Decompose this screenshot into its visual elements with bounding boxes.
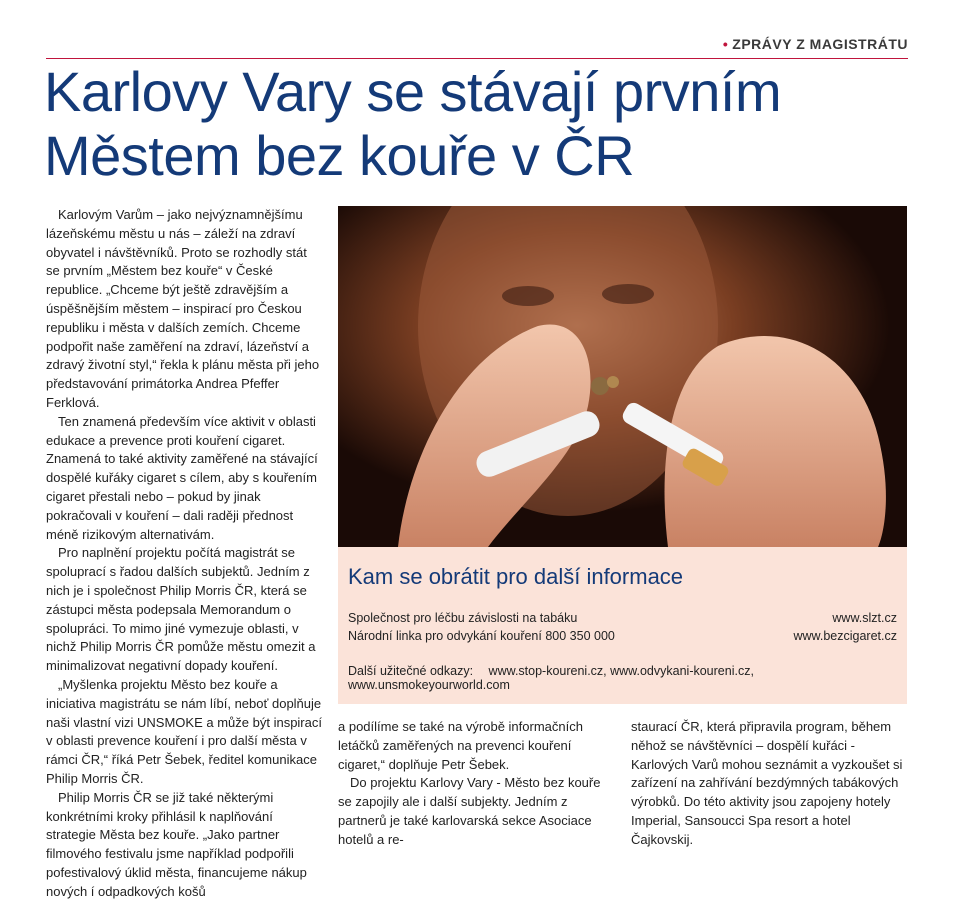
useful-links[interactable]: www.stop-koureni.cz, www.odvykani-koureni.cz, www.unsmokeyourworld.com — [348, 664, 754, 692]
article-column-1 — [46, 206, 324, 901]
bullet-icon: • — [722, 36, 729, 52]
info-label: Společnost pro léčbu závislosti na tabáku — [348, 611, 578, 625]
article-photo — [338, 206, 907, 547]
info-link[interactable]: www.slzt.cz — [832, 611, 897, 625]
info-link[interactable]: www.bezcigaret.cz — [793, 629, 897, 643]
paragraph: Philip Morris ČR se již také některými konkrétními kroky přihlásil k naplňování strategie Města bez kouře. „Jako partner filmového festivalu jsme například podpořili pofestivalový úklid města, financujeme nákup nových í odpadkových košů — [46, 789, 307, 899]
paragraph: Ten znamená především více aktivit v oblasti edukace a prevence proti kouření cigaret. Znamená to také aktivity zaměřené na stávající dospělé kuřáky cigaret s cílem, aby s kouřením cigaret přestali nebo – pokud by jinak pokračovali v kouření – dali raději přednost méně rizikovým alternativám. — [46, 413, 318, 542]
paragraph: Karlovým Varům – jako nejvýznamnějšímu lázeňskému městu u nás – záleží na zdraví obyvatel i návštěvníků. Proto se rozhodly stát se prvním „Městem bez kouře“ v České republice. „Chceme být ještě zdravějším a úspěšnějším městem – inspirací pro Českou republiku i města v dalších zemích. Chceme podpořit naše zaměření na zdraví, lázeňství a zdravý životní styl,“ řekla k plánu města při jeho představování primátorka Andrea Pfeffer Ferklová. — [46, 207, 320, 410]
paragraph: Pro naplnění projektu počítá magistrát se spoluprací s řadou dalších subjektů. Jedním z nich je i společnost Philip Morris ČR, která se zástupci města podepsala Memorandum o spolupráci. To mimo jiné vymezuje oblasti, v nichž Philip Morris ČR pomůže městu omezit a minimalizovat negativní dopady kouření. — [46, 545, 316, 674]
info-box — [338, 547, 907, 704]
paragraph: „Myšlenka projektu Město bez kouře a iniciativa magistrátu se nám líbí, neboť doplňuje naši vlastní vizi UNSMOKE a může být inspirací v oblasti prevence kouření i pro další města v rámci ČR,“ říká Petr Šebek, ředitel komunikace Philip Morris ČR. — [46, 676, 322, 786]
paragraph: a podílíme se také na výrobě informačních letáčků zaměřených na prevenci kouření cigaret,“ doplňuje Petr Šebek. — [338, 719, 583, 772]
info-box-title: Kam se obrátit pro další informace — [348, 564, 684, 589]
article-column-3 — [631, 718, 909, 850]
photo-illustration — [338, 206, 907, 547]
section-tag — [723, 36, 908, 52]
useful-links-row — [348, 664, 907, 692]
info-label: Národní linka pro odvykání kouření 800 350 000 — [348, 629, 615, 643]
paragraph: Do projektu Karlovy Vary - Město bez kouře se zapojily ale i další subjekty. Jedním z partnerů je také karlovarská sekce Asociace hotelů a re- — [338, 775, 601, 847]
useful-links-label: Další užitečné odkazy: — [348, 664, 474, 678]
info-row — [348, 629, 897, 643]
article-column-2 — [338, 718, 614, 850]
paragraph: staurací ČR, která připravila program, během něhož se návštěvníci – dospělí kuřáci - Karlových Varů mohou seznámit a vyzkoušet si zařízení na zahřívání bezdýmných tabákových výrobků. Do této aktivity jsou zapojeny hotely Imperial, Sansoucci Spa resort a hotel Čajkovskij. — [631, 719, 903, 847]
article-headline: Karlovy Vary se stávají prvním Městem bez kouře v ČR — [44, 60, 782, 187]
section-tag-label: ZPRÁVY Z MAGISTRÁTU — [732, 36, 908, 52]
info-row — [348, 611, 897, 625]
header-divider — [46, 58, 908, 59]
